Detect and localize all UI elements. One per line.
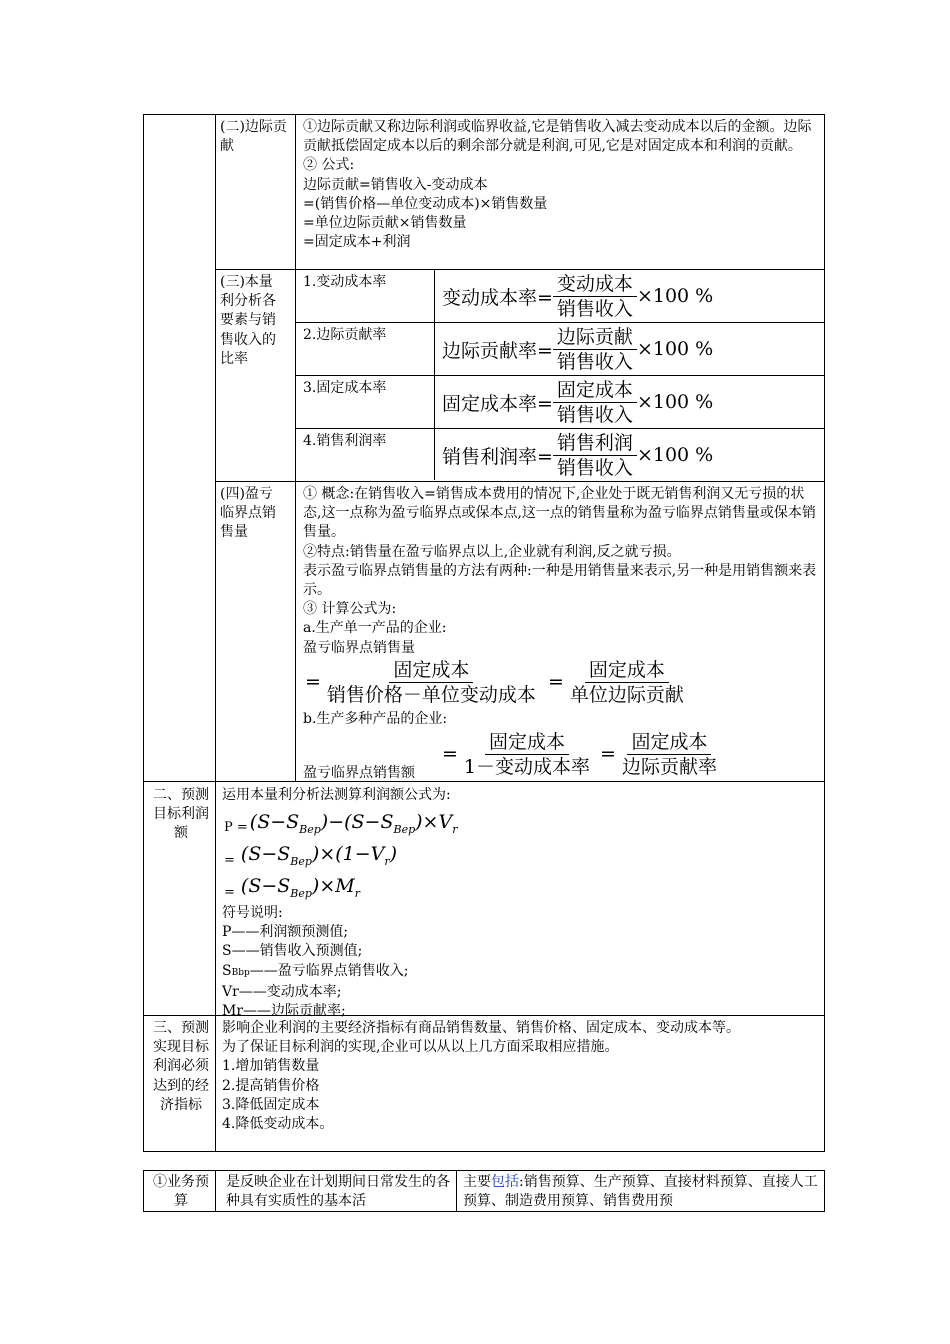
symbol-legend <box>222 904 818 1021</box>
breakeven-volume-formula: = $\frac{\text{固定成本}}{\text{销售价格－单位变动成本}}$ = $\frac{\text{固定成本}}{\text{单位边际贡献}}$ <box>305 656 688 708</box>
formula-expr: $(S-S_{Bep})\times M_r$ <box>240 875 360 900</box>
fraction <box>460 730 594 779</box>
formula-tail: ×100 % <box>636 391 714 413</box>
fraction <box>618 730 721 779</box>
numerator: 固定成本 <box>485 730 569 755</box>
formula-lhs: 变动成本率= <box>442 286 553 309</box>
formula-tail: ×100 % <box>636 444 714 466</box>
list-item: 2.提高销售价格 <box>222 1077 320 1094</box>
ratio-formula <box>442 323 713 375</box>
ratio-name: 1.变动成本率 <box>303 274 387 290</box>
paragraph: ② 公式: <box>303 157 355 174</box>
paragraph: ②特点:销售量在盈亏临界点以上,企业就有利润,反之就亏损。 <box>303 543 681 560</box>
list-item: 3.降低固定成本 <box>222 1096 320 1113</box>
section-label-economic-indicators: 三、预测实现目标利润必须达到的经济指标 <box>153 1020 209 1113</box>
fraction <box>323 658 540 707</box>
denominator: 销售收入 <box>556 350 633 373</box>
formula-lhs: 固定成本率= <box>442 392 553 415</box>
formula-label: = <box>224 852 235 868</box>
fraction <box>553 378 637 427</box>
business-budget-items: 主要包括:销售预算、生产预算、直接材料预算、直接人工预算、制造费用预算、销售费用预 <box>463 1174 818 1210</box>
formula-expr: $(S-S_{Bep})-(S-S_{Bep})\times V_r$ <box>249 811 458 836</box>
business-budget-desc: 是反映企业在计划期间日常发生的各种具有实质性的基本活 <box>226 1174 450 1210</box>
denominator: 单位边际贡献 <box>569 683 684 706</box>
list-item: 1.增加销售数量 <box>222 1058 320 1075</box>
paragraph: ① 概念:在销售收入=销售成本费用的情况下,企业处于既无销售利润又无亏损的状态,这一点称为盈亏临界点或保本点,这一点的销售量称为盈亏临界点销售量或保本销售量。 <box>303 486 816 541</box>
profit-formula-2 <box>224 838 397 870</box>
numerator: 固定成本 <box>553 378 637 403</box>
paragraph: 盈亏临界点销售量 <box>303 639 415 656</box>
numerator: 固定成本 <box>627 730 711 755</box>
paragraph: 盈亏临界点销售额 <box>303 765 415 781</box>
paragraph: 影响企业利润的主要经济指标有商品销售数量、销售价格、固定成本、变动成本等。 <box>222 1020 740 1036</box>
formula-line: 边际贡献=销售收入-变动成本 <box>303 176 488 193</box>
business-budget-label: ①业务预算 <box>153 1174 209 1210</box>
denominator: 销售收入 <box>556 456 633 479</box>
denominator: 销售收入 <box>556 297 633 320</box>
paragraph: b.生产多种产品的企业: <box>303 711 448 727</box>
legend-item: Mr——边际贡献率; <box>222 1003 346 1020</box>
section-label-marginal-contribution: (二)边际贡献 <box>220 119 287 155</box>
breakeven-content <box>303 485 819 658</box>
numerator: 固定成本 <box>585 658 669 683</box>
paragraph: ③ 计算公式为: <box>303 601 397 618</box>
ratio-name: 2.边际贡献率 <box>303 327 387 343</box>
legend-item: P——利润额预测值; <box>222 924 349 941</box>
fraction <box>553 431 637 480</box>
fraction <box>553 272 637 321</box>
economic-indicators-content <box>222 1019 818 1134</box>
list-item: 4.降低变动成本。 <box>222 1116 334 1133</box>
legend-item: Vr——变动成本率; <box>222 983 342 1000</box>
paragraph: a.生产单一产品的企业: <box>303 620 447 637</box>
numerator: 销售利润 <box>553 431 637 456</box>
formula-tail: ×100 % <box>636 285 714 307</box>
profit-formula-3 <box>224 870 360 902</box>
paragraph: 运用本量利分析法测算利润额公式为: <box>222 787 451 803</box>
formula-lhs: 销售利润率= <box>442 445 553 468</box>
formula-label: = <box>224 884 235 900</box>
ratio-formula <box>442 270 713 322</box>
paragraph: 为了保证目标利润的实现,企业可以从以上几方面采取相应措施。 <box>222 1039 619 1056</box>
legend-item: S——销售收入预测值; <box>222 943 363 960</box>
legend-item: SBbp——盈亏临界点销售收入; <box>222 962 409 979</box>
formula-expr: $(S-S_{Bep})\times(1-V_r)$ <box>240 843 398 868</box>
fraction <box>566 658 688 707</box>
ratio-formula <box>442 429 713 481</box>
ratio-name: 3.固定成本率 <box>303 380 387 396</box>
paragraph: 表示盈亏临界点销售量的方法有两种:一种是用销售量来表示,另一种是用销售额来表示。 <box>303 562 817 599</box>
formula-line: =固定成本+利润 <box>303 234 411 251</box>
breakeven-sales-formula: = $\frac{\text{固定成本}}{\text{1－变动成本率}}$ = $\frac{\text{固定成本}}{\text{边际贡献率}}$ <box>442 728 721 780</box>
formula-line: =(销售价格—单位变动成本)×销售数量 <box>303 195 548 212</box>
numerator: 固定成本 <box>389 658 473 683</box>
formula-label: P = <box>224 819 248 835</box>
numerator: 变动成本 <box>553 272 637 297</box>
denominator: 1－变动成本率 <box>463 755 591 778</box>
section-label-target-profit: 二、预测目标利润额 <box>153 787 209 842</box>
ratio-formula <box>442 376 713 428</box>
profit-formula-1 <box>224 806 457 838</box>
numerator: 边际贡献 <box>553 325 637 350</box>
includes-link[interactable]: 包括 <box>491 1174 519 1190</box>
marginal-contribution-content <box>303 118 819 252</box>
legend-title: 符号说明: <box>222 905 283 921</box>
paragraph: ①边际贡献又称边际利润或临界收益,它是销售收入减去变动成本以后的金额。边际贡献抵偿固定成本以后的剩余部分就是利润,可见,它是对固定成本和利润的贡献。 <box>303 119 812 155</box>
fraction <box>553 325 637 374</box>
denominator: 销售收入 <box>556 403 633 426</box>
formula-line: =单位边际贡献×销售数量 <box>303 215 467 232</box>
denominator: 销售价格－单位变动成本 <box>326 683 536 706</box>
section-label-ratios: (三)本量利分析各要素与销售收入的比率 <box>220 274 276 367</box>
ratio-name: 4.销售利润率 <box>303 433 387 449</box>
section-label-breakeven-volume: (四)盈亏临界点销售量 <box>220 486 276 541</box>
formula-tail: ×100 % <box>636 338 714 360</box>
denominator: 边际贡献率 <box>621 755 717 778</box>
formula-lhs: 边际贡献率= <box>442 339 553 362</box>
